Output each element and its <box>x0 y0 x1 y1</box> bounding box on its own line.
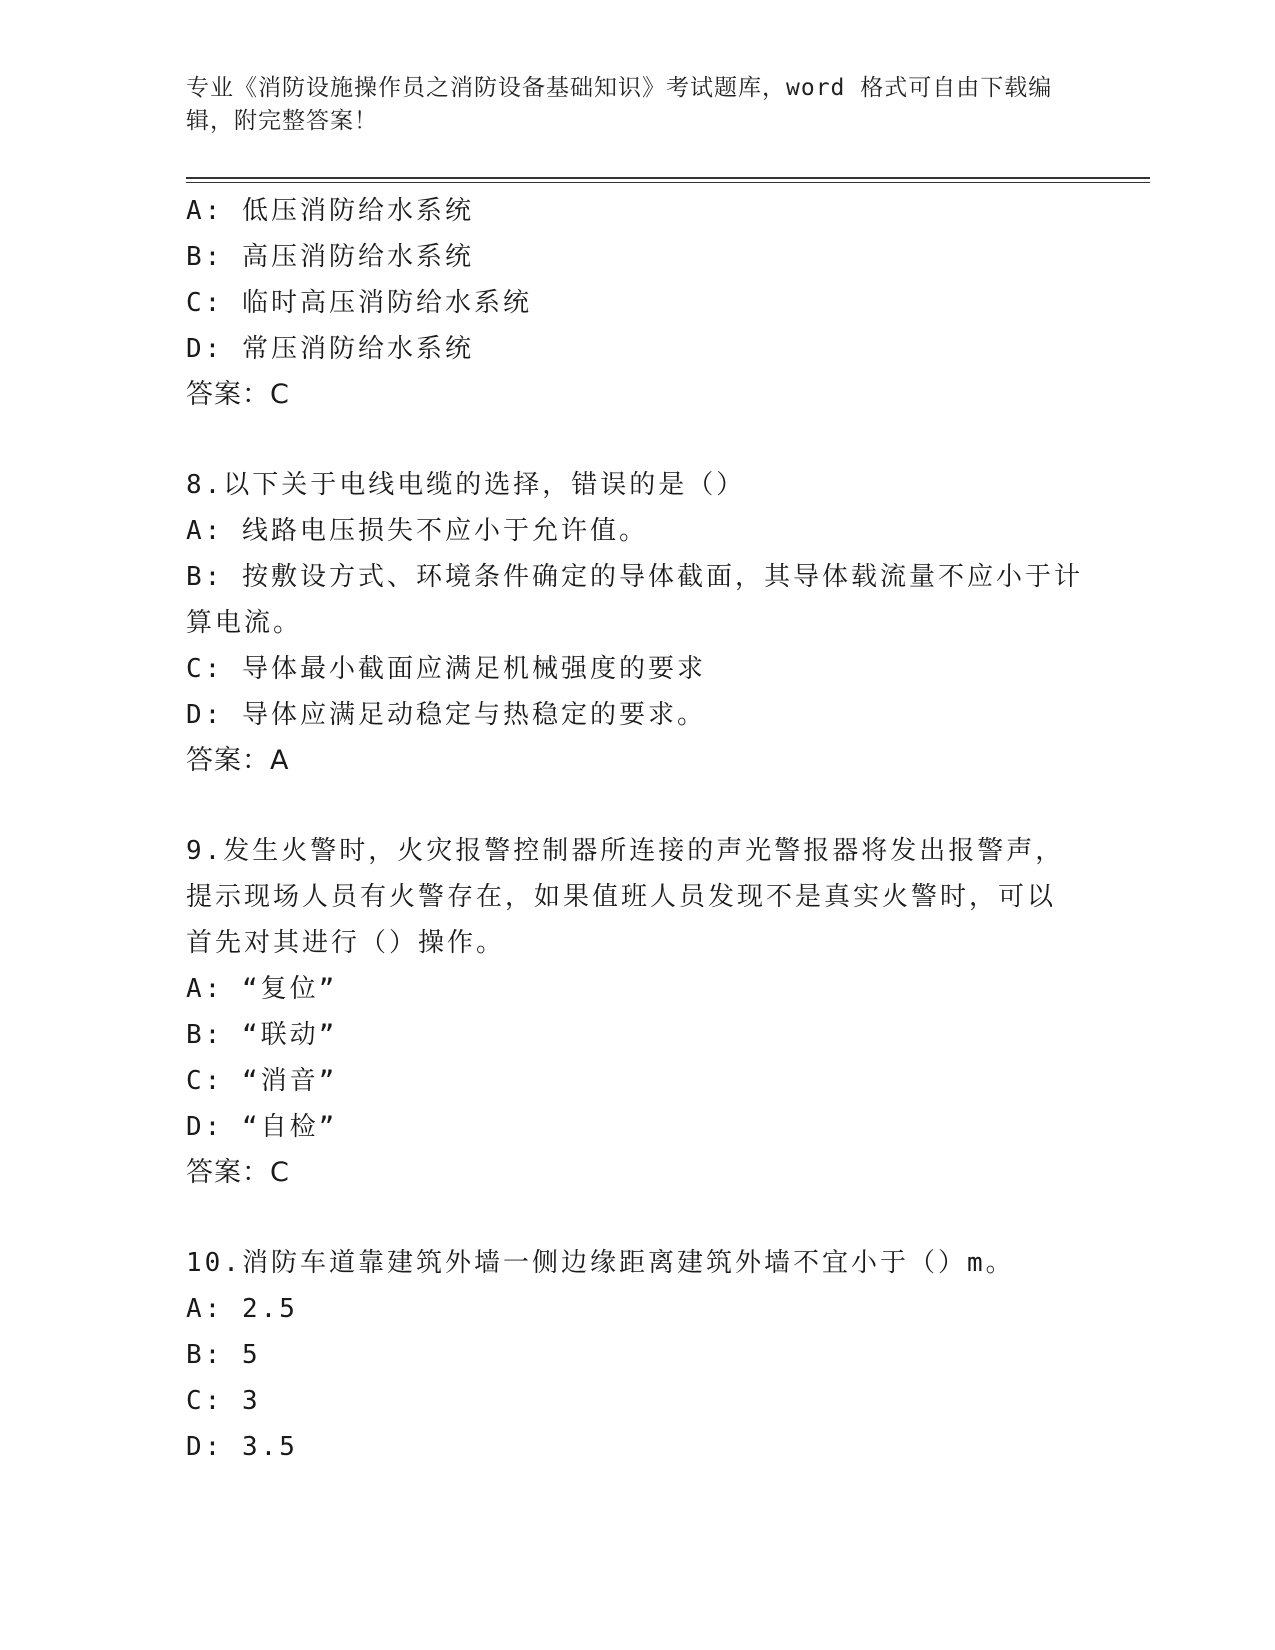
option-a: A: 线路电压损失不应小于允许值。 <box>186 516 648 546</box>
option-d: D: 常压消防给水系统 <box>186 334 474 364</box>
option-d: D: 导体应满足动稳定与热稳定的要求。 <box>186 700 706 730</box>
question-stem: 8.以下关于电线电缆的选择，错误的是（） <box>186 470 746 500</box>
option-b-continued: 算电流。 <box>186 608 303 638</box>
question-7 <box>186 188 1086 418</box>
option-b: B: 高压消防给水系统 <box>186 242 474 272</box>
question-8 <box>186 462 1086 784</box>
option-b: B: 5 <box>186 1340 261 1370</box>
answer-line: 答案：A <box>186 745 290 776</box>
question-9 <box>186 828 1086 1196</box>
question-stem-line-1: 9.发生火警时，火灾报警控制器所连接的声光警报器将发出报警声， <box>186 836 1065 866</box>
question-stem-line-2: 提示现场人员有火警存在，如果值班人员发现不是真实火警时，可以 <box>186 882 1057 912</box>
option-a: A: 2.5 <box>186 1294 298 1324</box>
question-10 <box>186 1240 1086 1470</box>
question-stem: 10.消防车道靠建筑外墙一侧边缘距离建筑外墙不宜小于（）m。 <box>186 1248 1015 1278</box>
option-c: C: “消音” <box>186 1066 338 1096</box>
answer-line: 答案：C <box>186 1157 290 1188</box>
question-stem-line-3: 首先对其进行（）操作。 <box>186 928 506 958</box>
exam-content <box>186 188 1086 1470</box>
option-c: C: 3 <box>186 1386 261 1416</box>
option-b: B: 按敷设方式、环境条件确定的导体截面，其导体载流量不应小于计 <box>186 562 1083 592</box>
option-c: C: 临时高压消防给水系统 <box>186 288 532 318</box>
option-a: A: “复位” <box>186 974 338 1004</box>
header-rule-thin <box>186 182 1150 183</box>
document-header: 专业《消防设施操作员之消防设备基础知识》考试题库，word 格式可自由下载编辑，附完整答案！ <box>186 75 1053 134</box>
option-c: C: 导体最小截面应满足机械强度的要求 <box>186 654 706 684</box>
answer-line: 答案：C <box>186 379 290 410</box>
header-rule-thick <box>186 177 1150 179</box>
option-d: D: 3.5 <box>186 1432 298 1462</box>
option-d: D: “自检” <box>186 1112 338 1142</box>
option-a: A: 低压消防给水系统 <box>186 196 474 226</box>
option-b: B: “联动” <box>186 1020 338 1050</box>
